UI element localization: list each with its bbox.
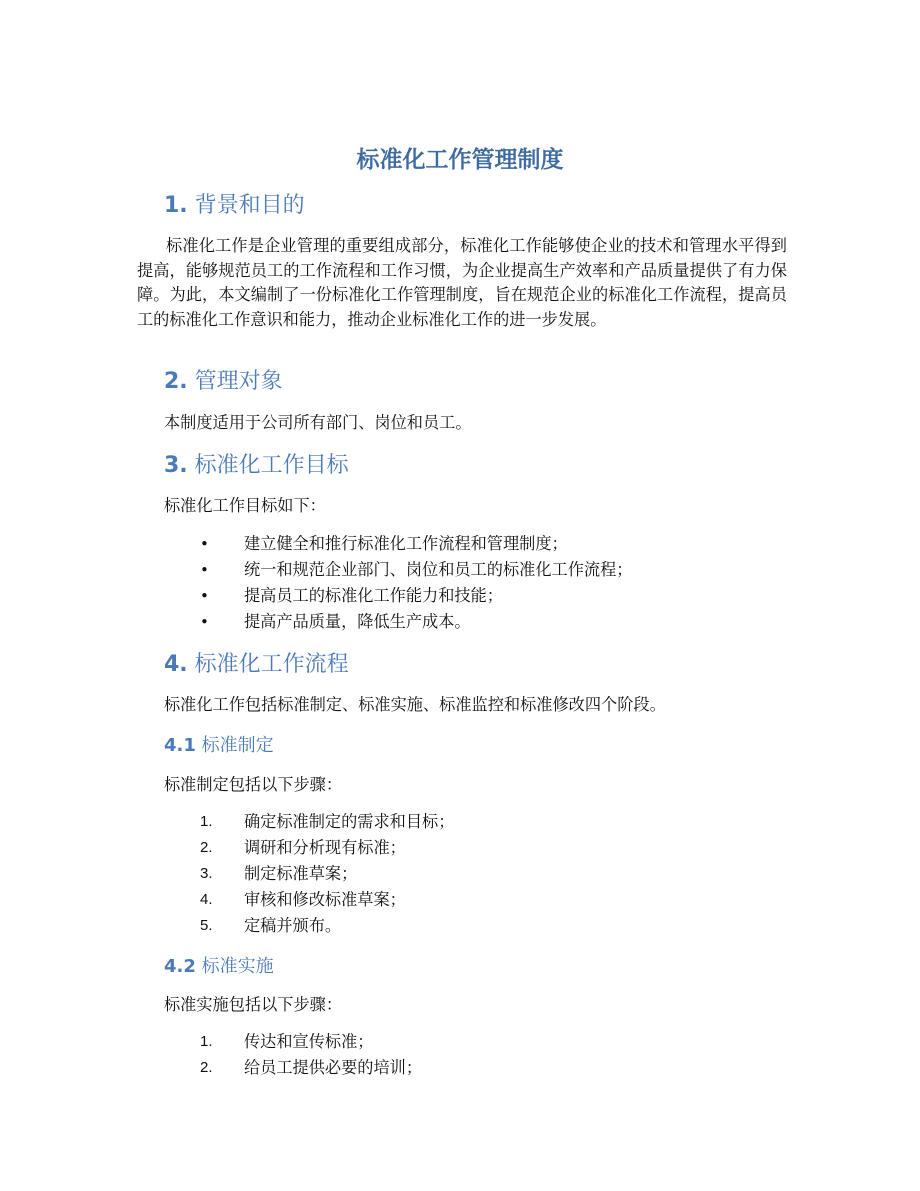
subsection-number: 4.1 <box>164 735 196 756</box>
bullet-marker: • <box>200 561 209 579</box>
number-marker: 4. <box>200 891 213 908</box>
number-marker: 2. <box>200 839 213 856</box>
section-number: 2. <box>164 369 188 394</box>
number-marker: 3. <box>200 865 213 882</box>
list-item-text: 传达和宣传标准； <box>244 1032 374 1051</box>
list-item-text: 统一和规范企业部门、岗位和员工的标准化工作流程； <box>244 560 633 579</box>
document-title: 标准化工作管理制度 <box>356 147 564 173</box>
section-title: 管理对象 <box>194 369 283 394</box>
bullet-marker: • <box>200 587 209 605</box>
number-marker: 2. <box>200 1059 213 1076</box>
section-title: 背景和目的 <box>194 193 305 218</box>
section-2-heading <box>164 367 283 397</box>
number-marker: 1. <box>200 813 213 830</box>
subsection-title: 标准制定 <box>201 735 274 756</box>
number-marker: 1. <box>200 1033 213 1050</box>
section-2-paragraph: 本制度适用于公司所有部门、岗位和员工。 <box>164 413 472 432</box>
bullet-marker: • <box>200 535 209 553</box>
section-number: 3. <box>164 453 188 478</box>
list-item-text: 建立健全和推行标准化工作流程和管理制度； <box>244 534 568 553</box>
list-item-text: 提高产品质量，降低生产成本。 <box>244 612 471 631</box>
section-number: 4. <box>164 652 188 677</box>
section-1-heading <box>164 191 305 221</box>
section-4-heading <box>164 650 349 680</box>
section-title: 标准化工作目标 <box>194 453 349 478</box>
list-item-text: 审核和修改标准草案； <box>244 890 406 909</box>
subsection-4-2-heading <box>164 954 274 980</box>
section-title: 标准化工作流程 <box>194 652 349 677</box>
number-marker: 5. <box>200 917 213 934</box>
bullet-marker: • <box>200 613 209 631</box>
list-item-text: 定稿并颁布。 <box>244 916 342 935</box>
section-3-heading <box>164 451 349 481</box>
list-item-text: 给员工提供必要的培训； <box>244 1058 423 1077</box>
subsection-title: 标准实施 <box>201 956 274 977</box>
subsection-4-1-intro: 标准制定包括以下步骤： <box>164 775 343 794</box>
section-number: 1. <box>164 193 188 218</box>
subsection-number: 4.2 <box>164 956 196 977</box>
section-4-intro: 标准化工作包括标准制定、标准实施、标准监控和标准修改四个阶段。 <box>164 695 666 714</box>
subsection-4-2-intro: 标准实施包括以下步骤： <box>164 995 343 1014</box>
list-item-text: 确定标准制定的需求和目标； <box>244 812 455 831</box>
list-item-text: 制定标准草案； <box>244 864 358 883</box>
section-1-paragraph: 标准化工作是企业管理的重要组成部分，标准化工作能够使企业的技术和管理水平得到提高，能够规范员工的工作流程和工作习惯，为企业提高生产效率和产品质量提供了有力保障。为此，本文编制了一份标准化工作管理制度，旨在规范企业的标准化工作流程，提高员工的标准化工作意识和能力，推动企业标准化工作的进一步发展。 <box>137 236 787 329</box>
section-3-intro: 标准化工作目标如下： <box>164 496 326 515</box>
list-item-text: 调研和分析现有标准； <box>244 838 406 857</box>
list-item-text: 提高员工的标准化工作能力和技能； <box>244 586 503 605</box>
subsection-4-1-heading <box>164 733 274 759</box>
